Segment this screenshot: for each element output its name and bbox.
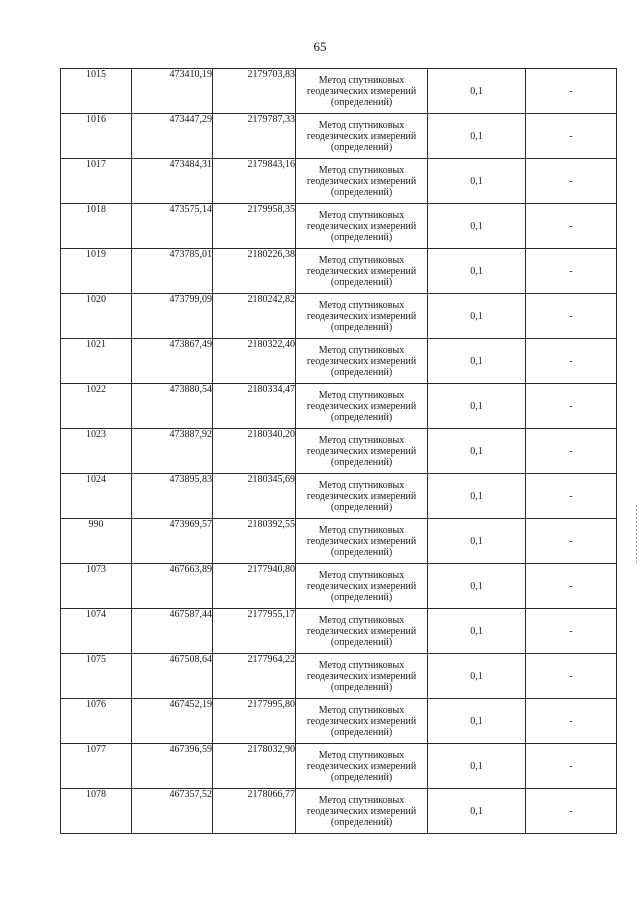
method-text-line: геодезических измерений [306,310,417,322]
note-cell: - [526,654,617,699]
table-row [61,564,617,609]
y-coordinate-cell: 2177964,22 [213,654,296,699]
point-number-cell: 1018 [61,204,132,249]
table-row [61,294,617,339]
method-text-line: геодезических измерений [306,220,417,232]
method-text-line: Метод спутниковых [318,209,405,221]
note-cell: - [526,69,617,114]
note-cell: - [526,789,617,834]
method-text-line: геодезических измерений [306,490,417,502]
point-number-cell: 1020 [61,294,132,339]
y-coordinate-cell: 2179703,83 [213,69,296,114]
x-coordinate-cell: 473880,54 [132,384,213,429]
method-text-line: Метод спутниковых [318,704,405,716]
x-coordinate-cell: 467452,19 [132,699,213,744]
method-text-line: Метод спутниковых [318,794,405,806]
point-number-cell: 1076 [61,699,132,744]
table-row [61,744,617,789]
method-text-line: Метод спутниковых [318,299,405,311]
x-coordinate-cell: 473410,19 [132,69,213,114]
method-text-line: геодезических измерений [306,535,417,547]
y-coordinate-cell: 2179843,16 [213,159,296,204]
method-text-line: геодезических измерений [306,355,417,367]
method-text-line: (определений) [330,681,393,693]
method-cell [296,429,428,474]
accuracy-cell: 0,1 [428,69,526,114]
method-cell [296,159,428,204]
x-coordinate-cell: 473785,01 [132,249,213,294]
table-row [61,699,617,744]
method-text-line: Метод спутниковых [318,119,405,131]
method-text-line: геодезических измерений [306,400,417,412]
method-text-line: (определений) [330,321,393,333]
y-coordinate-cell: 2180226,38 [213,249,296,294]
point-number-cell: 1016 [61,114,132,159]
table-row [61,474,617,519]
method-text-line: (определений) [330,141,393,153]
accuracy-cell: 0,1 [428,609,526,654]
method-text-line: Метод спутниковых [318,164,405,176]
method-text-line: Метод спутниковых [318,344,405,356]
method-text-line: геодезических измерений [306,580,417,592]
y-coordinate-cell: 2179958,35 [213,204,296,249]
x-coordinate-cell: 467396,59 [132,744,213,789]
y-coordinate-cell: 2180322,40 [213,339,296,384]
accuracy-cell: 0,1 [428,564,526,609]
accuracy-cell: 0,1 [428,654,526,699]
method-text-line: Метод спутниковых [318,74,405,86]
method-text-line: геодезических измерений [306,805,417,817]
table-row [61,339,617,384]
method-text-line: Метод спутниковых [318,389,405,401]
accuracy-cell: 0,1 [428,159,526,204]
method-text-line: Метод спутниковых [318,479,405,491]
method-text-line: (определений) [330,636,393,648]
note-cell: - [526,519,617,564]
y-coordinate-cell: 2177995,80 [213,699,296,744]
note-cell: - [526,609,617,654]
accuracy-cell: 0,1 [428,519,526,564]
x-coordinate-cell: 473887,92 [132,429,213,474]
method-text-line: геодезических измерений [306,130,417,142]
note-cell: - [526,159,617,204]
method-text-line: Метод спутниковых [318,524,405,536]
method-text-line: Метод спутниковых [318,614,405,626]
method-text-line: (определений) [330,96,393,108]
accuracy-cell: 0,1 [428,744,526,789]
x-coordinate-cell: 467357,52 [132,789,213,834]
method-text-line: (определений) [330,231,393,243]
table-row [61,159,617,204]
method-text-line: Метод спутниковых [318,569,405,581]
point-number-cell: 1021 [61,339,132,384]
accuracy-cell: 0,1 [428,699,526,744]
y-coordinate-cell: 2180345,69 [213,474,296,519]
method-cell [296,114,428,159]
method-text-line: Метод спутниковых [318,659,405,671]
note-cell: - [526,474,617,519]
x-coordinate-cell: 473575,14 [132,204,213,249]
point-number-cell: 1078 [61,789,132,834]
method-cell [296,69,428,114]
table-row [61,69,617,114]
scan-edge-mark [636,505,637,565]
method-cell [296,609,428,654]
accuracy-cell: 0,1 [428,294,526,339]
method-text-line: (определений) [330,411,393,423]
y-coordinate-cell: 2179787,33 [213,114,296,159]
method-text-line: геодезических измерений [306,670,417,682]
coordinates-table-body [61,69,617,834]
x-coordinate-cell: 467587,44 [132,609,213,654]
table-row [61,654,617,699]
x-coordinate-cell: 473895,83 [132,474,213,519]
y-coordinate-cell: 2177955,17 [213,609,296,654]
point-number-cell: 1017 [61,159,132,204]
note-cell: - [526,249,617,294]
table-row [61,609,617,654]
method-cell [296,294,428,339]
note-cell: - [526,294,617,339]
method-cell [296,474,428,519]
table-row [61,204,617,249]
accuracy-cell: 0,1 [428,429,526,474]
accuracy-cell: 0,1 [428,114,526,159]
method-text-line: (определений) [330,456,393,468]
point-number-cell: 1022 [61,384,132,429]
point-number-cell: 1015 [61,69,132,114]
method-text-line: (определений) [330,276,393,288]
method-text-line: геодезических измерений [306,85,417,97]
method-cell [296,564,428,609]
accuracy-cell: 0,1 [428,339,526,384]
method-text-line: геодезических измерений [306,760,417,772]
accuracy-cell: 0,1 [428,789,526,834]
table-row [61,429,617,474]
y-coordinate-cell: 2178032,90 [213,744,296,789]
table-row [61,249,617,294]
x-coordinate-cell: 473484,31 [132,159,213,204]
x-coordinate-cell: 473799,09 [132,294,213,339]
point-number-cell: 1019 [61,249,132,294]
method-text-line: Метод спутниковых [318,749,405,761]
method-cell [296,654,428,699]
note-cell: - [526,699,617,744]
method-text-line: (определений) [330,726,393,738]
y-coordinate-cell: 2178066,77 [213,789,296,834]
point-number-cell: 1074 [61,609,132,654]
note-cell: - [526,744,617,789]
point-number-cell: 1073 [61,564,132,609]
method-cell [296,699,428,744]
y-coordinate-cell: 2180392,55 [213,519,296,564]
note-cell: - [526,339,617,384]
method-cell [296,339,428,384]
method-cell [296,519,428,564]
method-text-line: геодезических измерений [306,625,417,637]
point-number-cell: 990 [61,519,132,564]
accuracy-cell: 0,1 [428,474,526,519]
method-text-line: (определений) [330,546,393,558]
method-text-line: (определений) [330,591,393,603]
point-number-cell: 1075 [61,654,132,699]
y-coordinate-cell: 2177940,80 [213,564,296,609]
y-coordinate-cell: 2180242,82 [213,294,296,339]
method-cell [296,789,428,834]
point-number-cell: 1023 [61,429,132,474]
method-cell [296,744,428,789]
page-number: 65 [313,39,327,54]
method-text-line: (определений) [330,186,393,198]
method-text-line: (определений) [330,816,393,828]
note-cell: - [526,564,617,609]
point-number-cell: 1024 [61,474,132,519]
x-coordinate-cell: 473867,49 [132,339,213,384]
method-text-line: геодезических измерений [306,175,417,187]
note-cell: - [526,429,617,474]
method-cell [296,204,428,249]
method-text-line: (определений) [330,771,393,783]
method-text-line: геодезических измерений [306,445,417,457]
method-cell [296,384,428,429]
x-coordinate-cell: 467663,89 [132,564,213,609]
x-coordinate-cell: 473969,57 [132,519,213,564]
table-row [61,519,617,564]
table-row [61,789,617,834]
method-text-line: (определений) [330,366,393,378]
note-cell: - [526,384,617,429]
accuracy-cell: 0,1 [428,249,526,294]
table-row [61,384,617,429]
note-cell: - [526,204,617,249]
method-cell [296,249,428,294]
x-coordinate-cell: 473447,29 [132,114,213,159]
note-cell: - [526,114,617,159]
accuracy-cell: 0,1 [428,204,526,249]
method-text-line: геодезических измерений [306,265,417,277]
coordinates-table [60,68,617,834]
x-coordinate-cell: 467508,64 [132,654,213,699]
table-row [61,114,617,159]
method-text-line: Метод спутниковых [318,254,405,266]
y-coordinate-cell: 2180340,20 [213,429,296,474]
accuracy-cell: 0,1 [428,384,526,429]
method-text-line: Метод спутниковых [318,434,405,446]
y-coordinate-cell: 2180334,47 [213,384,296,429]
method-text-line: геодезических измерений [306,715,417,727]
method-text-line: (определений) [330,501,393,513]
point-number-cell: 1077 [61,744,132,789]
